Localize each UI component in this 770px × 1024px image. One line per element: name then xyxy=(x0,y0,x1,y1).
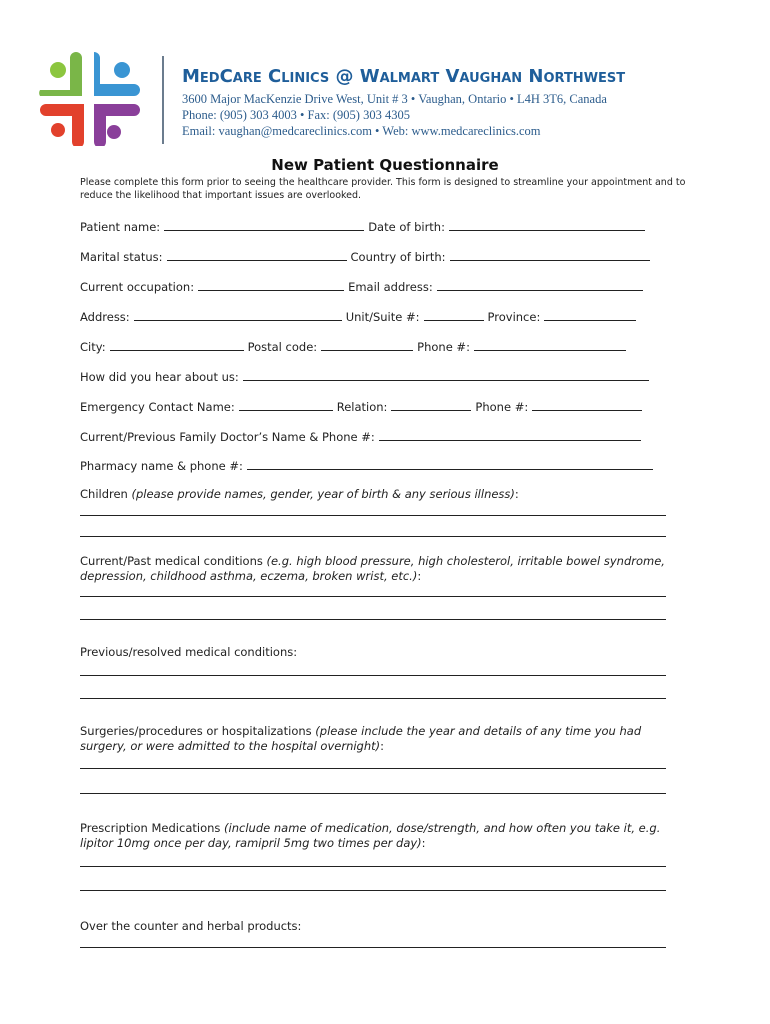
medical-line-2[interactable] xyxy=(80,619,666,620)
medical-conditions-label xyxy=(80,554,670,584)
rx-hint: (include name of medication, dose/strength, and how often you take it, e.g. lipitor 10mg once per day, ramipril 5mg two times per day) xyxy=(80,821,661,850)
occupation-label: Current occupation: xyxy=(80,280,195,294)
surgeries-hint: (please include the year and details of any time you had surgery, or were admitted to the hospital overnight) xyxy=(80,724,642,753)
marital-status-field[interactable] xyxy=(167,248,347,261)
surgeries-label-text: Surgeries/procedures or hospitalizations xyxy=(80,724,312,738)
address-field[interactable] xyxy=(134,308,342,321)
address-label: Address: xyxy=(80,310,130,324)
row-address xyxy=(80,308,670,324)
medical-label-text: Current/Past medical conditions xyxy=(80,554,263,568)
otc-line-1[interactable] xyxy=(80,947,666,948)
surgeries-colon: : xyxy=(380,739,385,753)
logo-purple-dot xyxy=(107,125,121,139)
resolved-conditions-label: Previous/resolved medical conditions: xyxy=(80,645,298,659)
email-label: Email address: xyxy=(348,280,433,294)
postal-code-field[interactable] xyxy=(321,338,413,351)
row-marital xyxy=(80,248,670,264)
dob-field[interactable] xyxy=(449,218,645,231)
prescription-line-1[interactable] xyxy=(80,866,666,867)
form-title: New Patient Questionnaire xyxy=(271,156,499,174)
family-doctor-label: Current/Previous Family Doctor’s Name & Phone #: xyxy=(80,430,375,444)
country-of-birth-label: Country of birth: xyxy=(350,250,446,264)
patient-name-field[interactable] xyxy=(164,218,364,231)
prescription-label xyxy=(80,821,670,851)
row-patient-name xyxy=(80,218,670,234)
marital-status-label: Marital status: xyxy=(80,250,163,264)
pharmacy-field[interactable] xyxy=(247,457,653,470)
form-intro: Please complete this form prior to seeing the healthcare provider. This form is designed to streamline your appointment and to reduce the likelihood that important issues are overlooked. xyxy=(80,177,686,201)
children-label-text: Children xyxy=(80,487,128,501)
resolved-line-2[interactable] xyxy=(80,698,666,699)
unit-suite-label: Unit/Suite #: xyxy=(345,310,420,324)
children-line-1[interactable] xyxy=(80,515,666,516)
children-colon: : xyxy=(514,487,519,501)
clinic-email-web: Email: vaughan@medcareclinics.com • Web: www.medcareclinics.com xyxy=(182,124,541,138)
logo-purple-arm xyxy=(94,104,140,146)
row-pharmacy xyxy=(80,457,670,473)
row-family-doctor xyxy=(80,428,670,444)
relation-field[interactable] xyxy=(391,398,471,411)
logo-red-dot xyxy=(51,123,65,137)
header-divider xyxy=(162,56,164,144)
emergency-phone-field[interactable] xyxy=(532,398,642,411)
logo-green-dot xyxy=(50,62,66,78)
pharmacy-label: Pharmacy name & phone #: xyxy=(80,459,243,473)
phone-label: Phone #: xyxy=(417,340,470,354)
row-emergency xyxy=(80,398,670,414)
city-field[interactable] xyxy=(110,338,244,351)
emergency-phone-label: Phone #: xyxy=(475,400,529,414)
children-hint: (please provide names, gender, year of birth & any serious illness) xyxy=(131,487,515,501)
rx-colon: : xyxy=(421,836,426,850)
dob-label: Date of birth: xyxy=(368,220,445,234)
surgeries-label xyxy=(80,724,670,754)
children-label xyxy=(80,487,670,502)
prescription-line-2[interactable] xyxy=(80,890,666,891)
relation-label: Relation: xyxy=(336,400,388,414)
clinic-name: MedCare Clinics @ Walmart Vaughan Northwest xyxy=(182,66,626,87)
occupation-field[interactable] xyxy=(198,278,344,291)
medcare-logo xyxy=(38,50,142,146)
logo-blue-dot xyxy=(114,62,130,78)
surgeries-line-2[interactable] xyxy=(80,793,666,794)
row-city xyxy=(80,338,670,354)
province-field[interactable] xyxy=(544,308,636,321)
row-occupation xyxy=(80,278,670,294)
row-hear-about xyxy=(80,368,670,384)
emergency-contact-label: Emergency Contact Name: xyxy=(80,400,235,414)
medical-hint: (e.g. high blood pressure, high cholesterol, irritable bowel syndrome, depression, childhood asthma, eczema, broken wrist, etc.) xyxy=(80,554,665,583)
resolved-line-1[interactable] xyxy=(80,675,666,676)
country-of-birth-field[interactable] xyxy=(450,248,650,261)
unit-suite-field[interactable] xyxy=(424,308,484,321)
hear-about-field[interactable] xyxy=(243,368,649,381)
children-line-2[interactable] xyxy=(80,536,666,537)
patient-name-label: Patient name: xyxy=(80,220,161,234)
family-doctor-field[interactable] xyxy=(379,428,641,441)
postal-code-label: Postal code: xyxy=(247,340,318,354)
medical-line-1[interactable] xyxy=(80,596,666,597)
surgeries-line-1[interactable] xyxy=(80,768,666,769)
clinic-phone-fax: Phone: (905) 303 4003 • Fax: (905) 303 4305 xyxy=(182,108,410,122)
email-field[interactable] xyxy=(437,278,643,291)
medical-colon: : xyxy=(417,569,422,583)
province-label: Province: xyxy=(487,310,541,324)
rx-label-text: Prescription Medications xyxy=(80,821,221,835)
emergency-contact-field[interactable] xyxy=(239,398,333,411)
hear-about-label: How did you hear about us: xyxy=(80,370,239,384)
clinic-address: 3600 Major MacKenzie Drive West, Unit # 3 • Vaughan, Ontario • L4H 3T6, Canada xyxy=(182,92,607,106)
city-label: City: xyxy=(80,340,106,354)
otc-label: Over the counter and herbal products: xyxy=(80,919,302,933)
phone-field[interactable] xyxy=(474,338,626,351)
